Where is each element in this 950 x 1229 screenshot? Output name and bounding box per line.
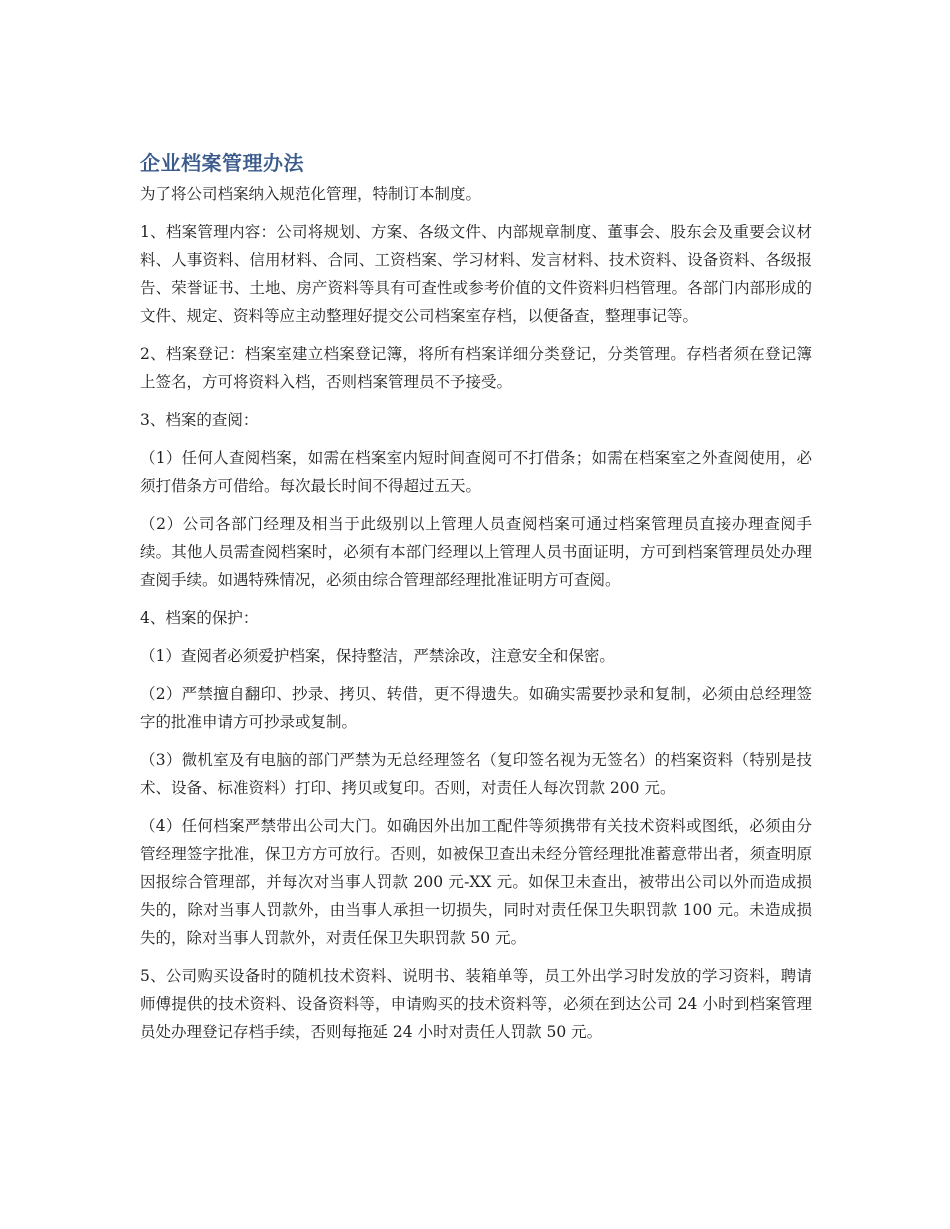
section-3-heading: 3、档案的查阅： [140, 411, 259, 429]
document-page [140, 148, 812, 1056]
section-4-heading: 4、档案的保护： [140, 609, 259, 627]
paragraph-1-content: 1、档案管理内容：公司将规划、方案、各级文件、内部规章制度、董事会、股东会及重要会议材料、人事资料、信用材料、合同、工资档案、学习材料、发言材料、技术资料、设备资料、各级报告、荣誉证书、土地、房产资料等具有可查性或参考价值的文件资料归档管理。各部门内部形成的文件、规定、资料等应主动整理好提交公司档案室存档，以便备查，整理事记等。 [140, 223, 812, 325]
paragraph-3-1: （1）任何人查阅档案，如需在档案室内短时间查阅可不打借条；如需在档案室之外查阅使用，必须打借条方可借给。每次最长时间不得超过五天。 [140, 449, 812, 495]
intro-paragraph: 为了将公司档案纳入规范化管理，特制订本制度。 [140, 185, 482, 203]
paragraph-2-registration: 2、档案登记：档案室建立档案登记簿，将所有档案详细分类登记，分类管理。存档者须在登记簿上签名，方可将资料入档，否则档案管理员不予接受。 [140, 345, 812, 391]
paragraph-4-4: （4）任何档案严禁带出公司大门。如确因外出加工配件等须携带有关技术资料或图纸，必须由分管经理签字批准，保卫方方可放行。否则，如被保卫查出未经分管经理批准蓄意带出者，须查明原因报综合管理部，并每次对当事人罚款 200 元-XX 元。如保卫未查出，被带出公司以外而造成损失的，除对当事人罚款外，由当事人承担一切损失，同时对责任保卫失职罚款 100 元。未造成损失的，除对当事人罚款外，对责任保卫失职罚款 50 元。 [140, 817, 812, 947]
paragraph-5: 5、公司购买设备时的随机技术资料、说明书、装箱单等，员工外出学习时发放的学习资料，聘请师傅提供的技术资料、设备资料等，申请购买的技术资料等，必须在到达公司 24 小时到档案管理员处办理登记存档手续，否则每拖延 24 小时对责任人罚款 50 元。 [140, 967, 812, 1041]
paragraph-4-1: （1）查阅者必须爱护档案，保持整洁，严禁涂改，注意安全和保密。 [140, 647, 615, 665]
paragraph-3-2: （2）公司各部门经理及相当于此级别以上管理人员查阅档案可通过档案管理员直接办理查阅手续。其他人员需查阅档案时，必须有本部门经理以上管理人员书面证明，方可到档案管理员处办理查阅手续。如遇特殊情况，必须由综合管理部经理批准证明方可查阅。 [140, 515, 812, 589]
paragraph-4-2: （2）严禁擅自翻印、抄录、拷贝、转借，更不得遗失。如确实需要抄录和复制，必须由总经理签字的批准申请方可抄录或复制。 [140, 685, 812, 731]
document-title: 企业档案管理办法 [140, 151, 304, 175]
paragraph-4-3: （3）微机室及有电脑的部门严禁为无总经理签名（复印签名视为无签名）的档案资料（特别是技术、设备、标准资料）打印、拷贝或复印。否则，对责任人每次罚款 200 元。 [140, 751, 812, 797]
